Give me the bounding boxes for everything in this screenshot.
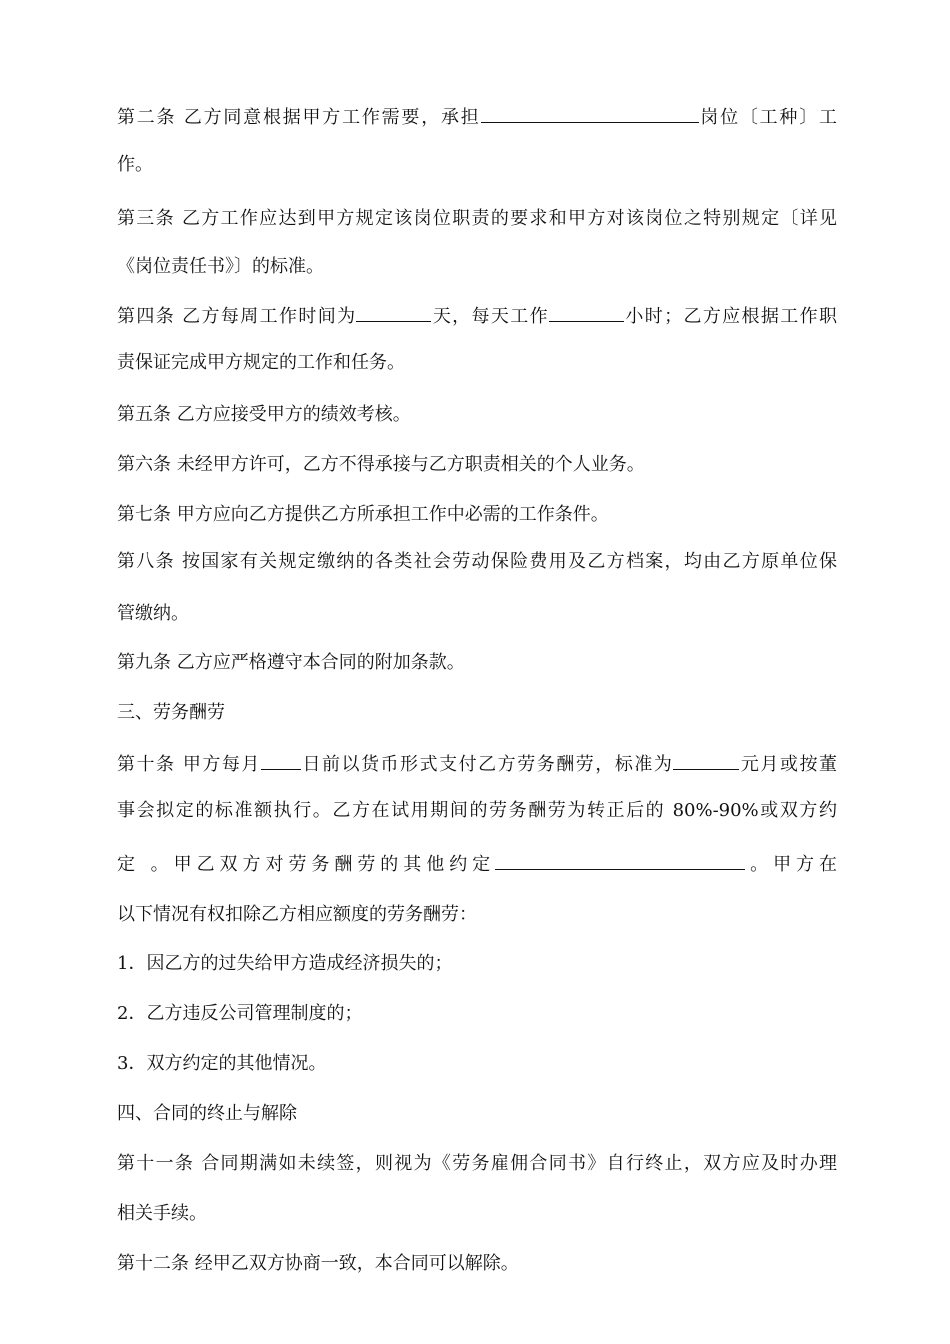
- article-9: 第九条 乙方应严格遵守本合同的附加条款。: [117, 652, 465, 673]
- article-3-line-2: 《岗位责任书》〕的标准。: [117, 256, 324, 277]
- article-10-text-a: 第十条 甲方每月: [117, 754, 261, 775]
- article-10-text-c: 元月或按董: [739, 754, 838, 775]
- article-10-line-1: [117, 751, 837, 775]
- article-12: 第十二条 经甲乙双方协商一致，本合同可以解除。: [117, 1253, 519, 1274]
- pay-day-blank[interactable]: [261, 751, 301, 770]
- article-2-text-a: 第二条 乙方同意根据甲方工作需要，承担: [117, 107, 481, 128]
- article-10-text-f: 定 。: [117, 854, 174, 875]
- hours-per-day-blank[interactable]: [549, 303, 624, 322]
- article-11-line-1: 第十一条 合同期满如未续签，则视为《劳务雇佣合同书》自行终止，双方应及时办理: [117, 1153, 837, 1174]
- article-10-text-i: 甲方在: [773, 854, 838, 875]
- article-7: 第七条 甲方应向乙方提供乙方所承担工作中必需的工作条件。: [117, 504, 609, 525]
- other-agreement-blank[interactable]: [495, 851, 745, 870]
- article-4-text-b: 天，每天工作: [431, 306, 549, 327]
- position-blank[interactable]: [481, 104, 699, 123]
- article-10-line-3: [117, 851, 837, 875]
- deduction-item-3: 3．双方约定的其他情况。: [117, 1053, 327, 1074]
- article-5: 第五条 乙方应接受甲方的绩效考核。: [117, 404, 411, 425]
- article-8-line-1: 第八条 按国家有关规定缴纳的各类社会劳动保险费用及乙方档案，均由乙方原单位保: [117, 551, 837, 572]
- article-10-text-h: 。: [745, 854, 774, 875]
- pay-amount-blank[interactable]: [673, 751, 739, 770]
- section-3-heading: 三、劳务酬劳: [117, 702, 225, 723]
- section-4-heading: 四、合同的终止与解除: [117, 1103, 297, 1124]
- article-11-line-2: 相关手续。: [117, 1203, 207, 1224]
- article-3-line-1: 第三条 乙方工作应达到甲方规定该岗位职责的要求和甲方对该岗位之特别规定〔详见: [117, 208, 837, 229]
- days-per-week-blank[interactable]: [356, 303, 431, 322]
- article-2-text-b: 岗位〔工种〕工: [698, 107, 837, 128]
- article-4-line-1: [117, 303, 837, 327]
- deduction-item-2: 2．乙方违反公司管理制度的；: [117, 1003, 363, 1024]
- article-2-line-2: 作。: [117, 154, 153, 175]
- deduction-item-1: 1．因乙方的过失给甲方造成经济损失的；: [117, 953, 453, 974]
- article-4-text-a: 第四条 乙方每周工作时间为: [117, 306, 357, 327]
- article-2-line-1: [117, 104, 837, 128]
- article-4-text-c: 小时；乙方应根据工作职: [624, 306, 837, 327]
- article-4-line-2: 责保证完成甲方规定的工作和任务。: [117, 352, 405, 373]
- article-10-text-d: 事会拟定的标准额执行。: [117, 800, 333, 821]
- article-10-line-2: [117, 799, 837, 823]
- article-8-line-2: 管缴纳。: [117, 603, 189, 624]
- article-10-line-4: 以下情况有权扣除乙方相应额度的劳务酬劳：: [117, 904, 477, 925]
- article-10-text-b: 日前以货币形式支付乙方劳务酬劳，标准为: [300, 754, 674, 775]
- article-10-text-g: 甲乙双方对劳务酬劳的其他约定: [173, 854, 496, 875]
- article-10-text-e: 乙方在试用期间的劳务酬劳为转正后的 80%-90%或双方约: [332, 800, 837, 821]
- article-6: 第六条 未经甲方许可，乙方不得承接与乙方职责相关的个人业务。: [117, 454, 645, 475]
